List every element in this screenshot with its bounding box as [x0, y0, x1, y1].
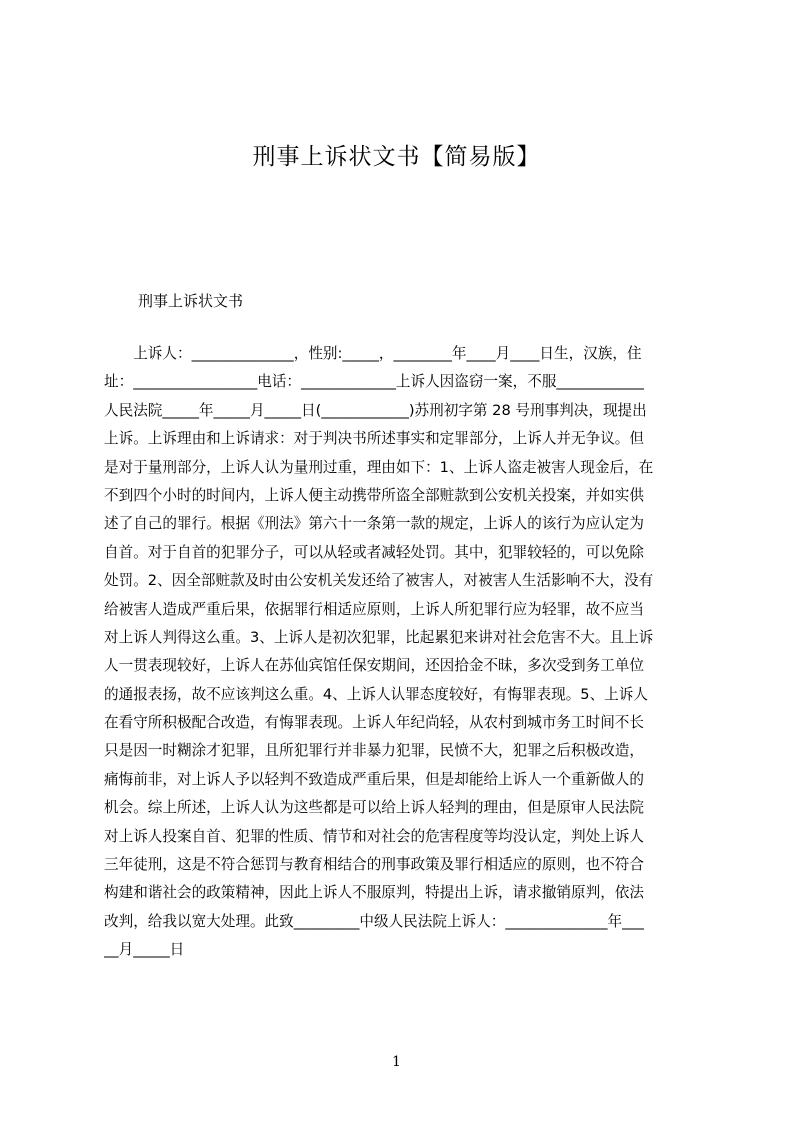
body-line: 对上诉人投案自首、犯罪的性质、情节和对社会的危害程度等均没认定，判处上诉人	[104, 827, 644, 845]
body-line: 处罚。2、因全部赃款及时由公安机关发还给了被害人，对被害人生活影响不大，没有	[104, 572, 654, 590]
document-title: 刑事上诉状文书【简易版】	[252, 144, 541, 170]
body-line: 址：_________________电话：_____________上诉人因盗窃一案，不服____________	[104, 373, 644, 391]
body-line: 对上诉人判得这么重。3、上诉人是初次犯罪，比起累犯来讲对社会危害不大。且上诉	[104, 628, 654, 646]
body-line: 痛悔前非，对上诉人予以轻判不致造成严重后果，但是却能给上诉人一个重新做人的	[104, 770, 644, 788]
body-line: 上诉。上诉理由和上诉请求：对于判决书所述事实和定罪部分，上诉人并无争议。但	[104, 430, 644, 448]
body-line: 给被害人造成严重后果，依据罪行相适应原则，上诉人所犯罪行应为轻罪，故不应当	[104, 600, 644, 618]
body-line: 人民法院_____年_____月_____日(____________)苏刑初字第 28 号刑事判决，现提出	[104, 401, 647, 419]
body-line: 上诉人：______________，性别:_____，________年____月____日生，汉族，住	[104, 345, 642, 362]
body-line: 是对于量刑部分，上诉人认为量刑过重，理由如下：1、上诉人盗走被害人现金后，在	[104, 458, 654, 476]
document-subtitle: 刑事上诉状文书	[138, 292, 244, 310]
body-line: __月_____日	[104, 941, 185, 959]
body-line: 的通报表扬，故不应该判这么重。4、上诉人认罪态度较好，有悔罪表现。5、上诉人	[104, 685, 648, 703]
body-line: 只是因一时糊涂才犯罪，且所犯罪行并非暴力犯罪，民愤不大，犯罪之后积极改造，	[104, 742, 644, 760]
body-line: 改判，给我以宽大处理。此致_________中级人民法院上诉人：______________年___	[104, 912, 644, 930]
body-line: 自首。对于自首的犯罪分子，可以从轻或者减轻处罚。其中，犯罪较轻的，可以免除	[104, 543, 644, 561]
body-line: 构建和谐社会的政策精神，因此上诉人不服原判，特提出上诉，请求撤销原判，依法	[104, 884, 644, 902]
body-line: 人一贯表现较好，上诉人在苏仙宾馆任保安期间，还因拾金不昧，多次受到务工单位	[104, 657, 644, 675]
page-number: 1	[392, 1054, 401, 1070]
body-line: 在看守所积极配合改造，有悔罪表现。上诉人年纪尚轻，从农村到城市务工时间不长	[104, 714, 644, 732]
body-line: 机会。综上所述，上诉人认为这些都是可以给上诉人轻判的理由，但是原审人民法院	[104, 799, 644, 817]
document-body	[104, 340, 697, 965]
body-line: 不到四个小时的时间内，上诉人便主动携带所盗全部赃款到公安机关投案，并如实供	[104, 486, 644, 504]
body-line: 三年徒刑，这是不符合惩罚与教育相结合的刑事政策及罪行相适应的原则，也不符合	[104, 856, 644, 874]
body-line: 述了自己的罪行。根据《刑法》第六十一条第一款的规定，上诉人的该行为应认定为	[104, 515, 644, 533]
